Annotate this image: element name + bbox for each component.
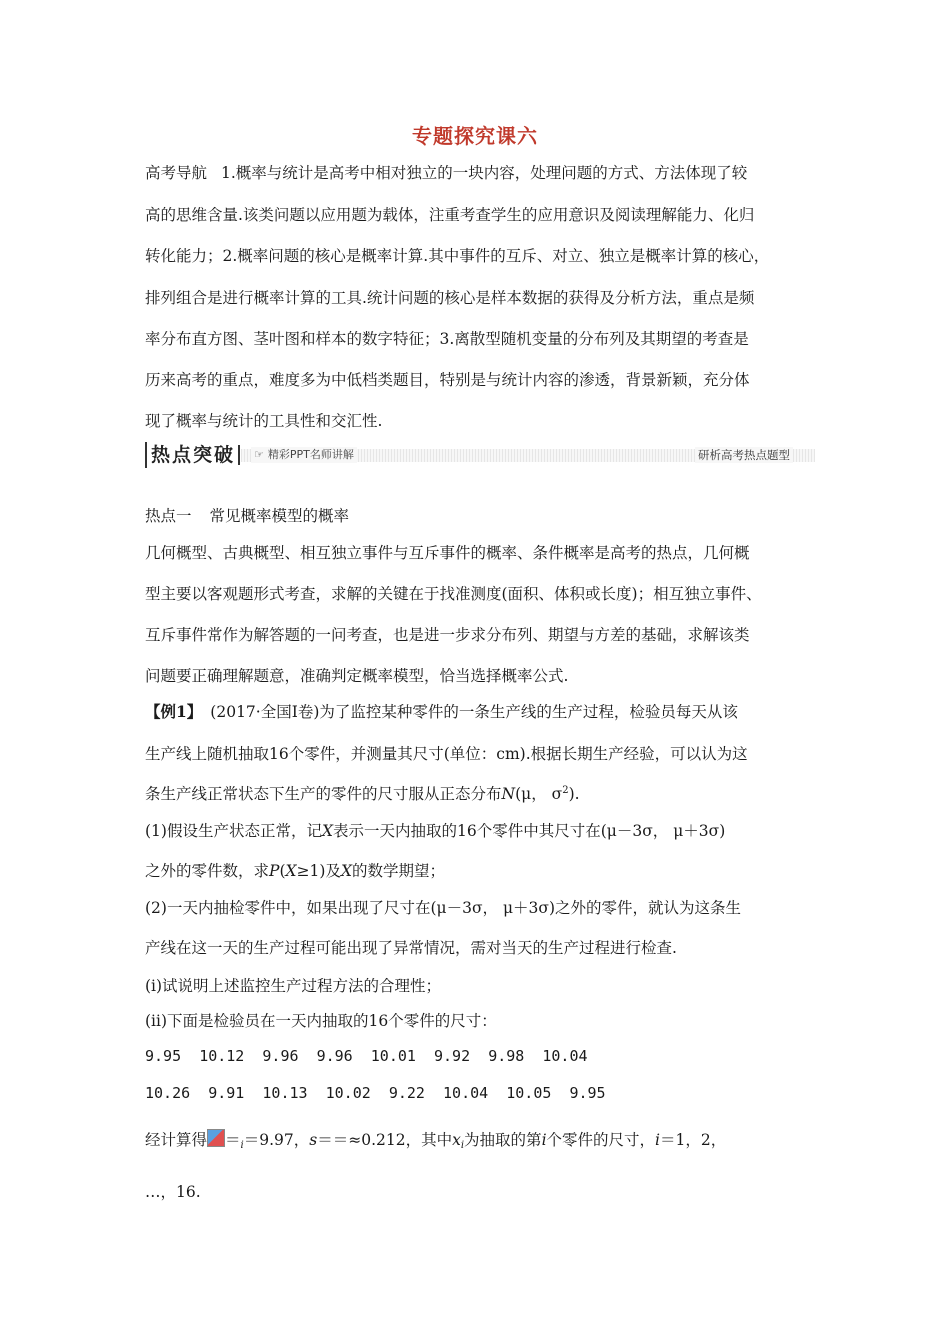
calc-text-a: 经计算得 [145,1131,208,1149]
example-text-3a: 条生产线正常状态下生产的零件的尺寸服从正态分布 [145,785,502,803]
question-1-line-1 [145,821,725,841]
var-N: N [501,785,516,803]
q1-line2-e: ≥1)及 [296,862,341,880]
banner-right-text: 研析高考热点题型 [695,447,793,463]
intro-line-4: 排列组合是进行概率计算的工具.统计问题的核心是样本数据的获得及分析方法，重点是频 [145,289,755,307]
intro-line-7: 现了概率与统计的工具性和交汇性. [145,412,383,430]
superscript-2: 2 [562,785,569,796]
example-text-3d: ). [568,785,580,803]
page-title: 专题探究课六 [412,124,538,148]
example-line-1 [145,702,738,722]
calc-text-g: ＝1，2， [660,1131,727,1149]
intro-line-5: 率分布直方图、茎叶图和样本的数字特征；3.离散型随机变量的分布列及其期望的考查是 [145,330,749,348]
hotspot-heading [145,506,349,526]
hotspot-line-4: 问题要正确理解题意，准确判定概率模型，恰当选择概率公式. [145,667,569,685]
intro-line-3: 转化能力；2.概率问题的核心是概率计算.其中事件的互斥、对立、独立是概率计算的核心， [145,247,770,265]
pointing-hand-icon: ☞ [254,448,264,461]
q1-line2-g: 的数学期望； [352,862,446,880]
banner-middle-text: 精彩PPT名师讲解 [267,448,354,461]
section-banner [145,442,815,468]
var-X: X [321,822,334,840]
data-value: 10.26 [145,1084,191,1102]
banner-subtitle [251,447,357,463]
question-2-part-ii: (ⅱ)下面是检验员在一天内抽取的16个零件的尺寸： [145,1012,497,1030]
data-value: 9.22 [388,1084,425,1102]
data-value: 9.96 [262,1047,299,1065]
var-x-subscript: i [460,1140,465,1151]
calc-text-f: 个零件的尺寸， [546,1131,656,1149]
var-X-2: X [285,862,297,880]
formula-image-icon [207,1129,225,1147]
calc-text-b: ＝ [225,1131,241,1149]
data-value: 9.98 [488,1047,525,1065]
hotspot-number: 热点一 [145,507,192,525]
example-text-1: (2017·全国Ⅰ卷)为了监控某种零件的一条生产线的生产过程，检验员每天从该 [210,703,738,721]
hotspot-line-1: 几何概型、古典概型、相互独立事件与互斥事件的概率、条件概率是高考的热点，几何概 [145,544,750,562]
var-i-2: i [655,1131,661,1149]
data-value: 10.02 [325,1084,371,1102]
banner-divider [238,445,240,465]
data-value: 10.05 [506,1084,552,1102]
data-value: 10.01 [370,1047,416,1065]
intro-label: 高考导航 [145,164,208,182]
var-X-3: X [340,862,353,880]
calc-line-end: …，16. [145,1183,201,1201]
example-line-3 [145,784,580,804]
hotspot-line-2: 型主要以客观题形式考查，求解的关键在于找准测度(面积、体积或长度)；相互独立事件、 [145,585,762,603]
var-P: P [269,862,280,880]
data-value: 10.04 [443,1084,489,1102]
data-value: 9.91 [208,1084,245,1102]
intro-line-6: 历来高考的重点，难度多为中低档类题目，特别是与统计内容的渗透，背景新颖，充分体 [145,371,750,389]
intro-line-2: 高的思维含量.该类问题以应用题为载体，注重考查学生的应用意识及阅读理解能力、化归 [145,206,755,224]
calc-text-d: ＝＝≈0.212，其中 [317,1131,453,1149]
intro-line-1 [145,163,747,183]
calc-line [145,1129,726,1150]
var-x: x [452,1131,461,1149]
hotspot-title: 常见概率模型的概率 [209,507,350,525]
data-value: 9.95 [145,1047,182,1065]
var-s: s [309,1131,318,1149]
question-2-line-2: 产线在这一天的生产过程可能出现了异常情况，需对当天的生产过程进行检查. [145,939,677,957]
banner-title: 热点突破 [145,442,235,468]
example-tag: 【例1】 [145,702,203,721]
hotspot-line-3: 互斥事件常作为解答题的一问考查，也是进一步求分布列、期望与方差的基础，求解该类 [145,626,750,644]
example-text-3c: (μ， σ [515,785,563,803]
data-value: 10.12 [199,1047,245,1065]
data-row-1 [145,1046,588,1066]
example-line-2: 生产线上随机抽取16个零件，并测量其尺寸(单位：cm).根据长期生产经验，可以认为这 [145,745,748,763]
data-row-2 [145,1083,606,1103]
data-value: 9.92 [434,1047,471,1065]
data-value: 10.13 [262,1084,308,1102]
calc-text-c: ＝9.97， [243,1131,310,1149]
intro-text-1: 1.概率与统计是高考中相对独立的一块内容，处理问题的方式、方法体现了较 [221,164,748,182]
q1-text-a: (1)假设生产状态正常，记 [145,822,322,840]
data-value: 10.04 [542,1047,588,1065]
question-1-line-2 [145,861,445,881]
question-2-part-i: (ⅰ)试说明上述监控生产过程方法的合理性； [145,977,442,995]
data-value: 9.96 [316,1047,353,1065]
calc-text-e: 为抽取的第 [464,1131,542,1149]
q1-line2-a: 之外的零件数，求 [145,862,270,880]
q1-text-c: 表示一天内抽取的16个零件中其尺寸在(μ－3σ， μ＋3σ) [333,822,726,840]
question-2-line-1: (2)一天内抽检零件中，如果出现了尺寸在(μ－3σ， μ＋3σ)之外的零件，就认为这条生 [145,899,742,917]
data-value: 9.95 [569,1084,606,1102]
calc-subscript-i: i [240,1140,244,1151]
var-i: i [541,1131,547,1149]
q1-line2-c: ( [279,862,286,880]
